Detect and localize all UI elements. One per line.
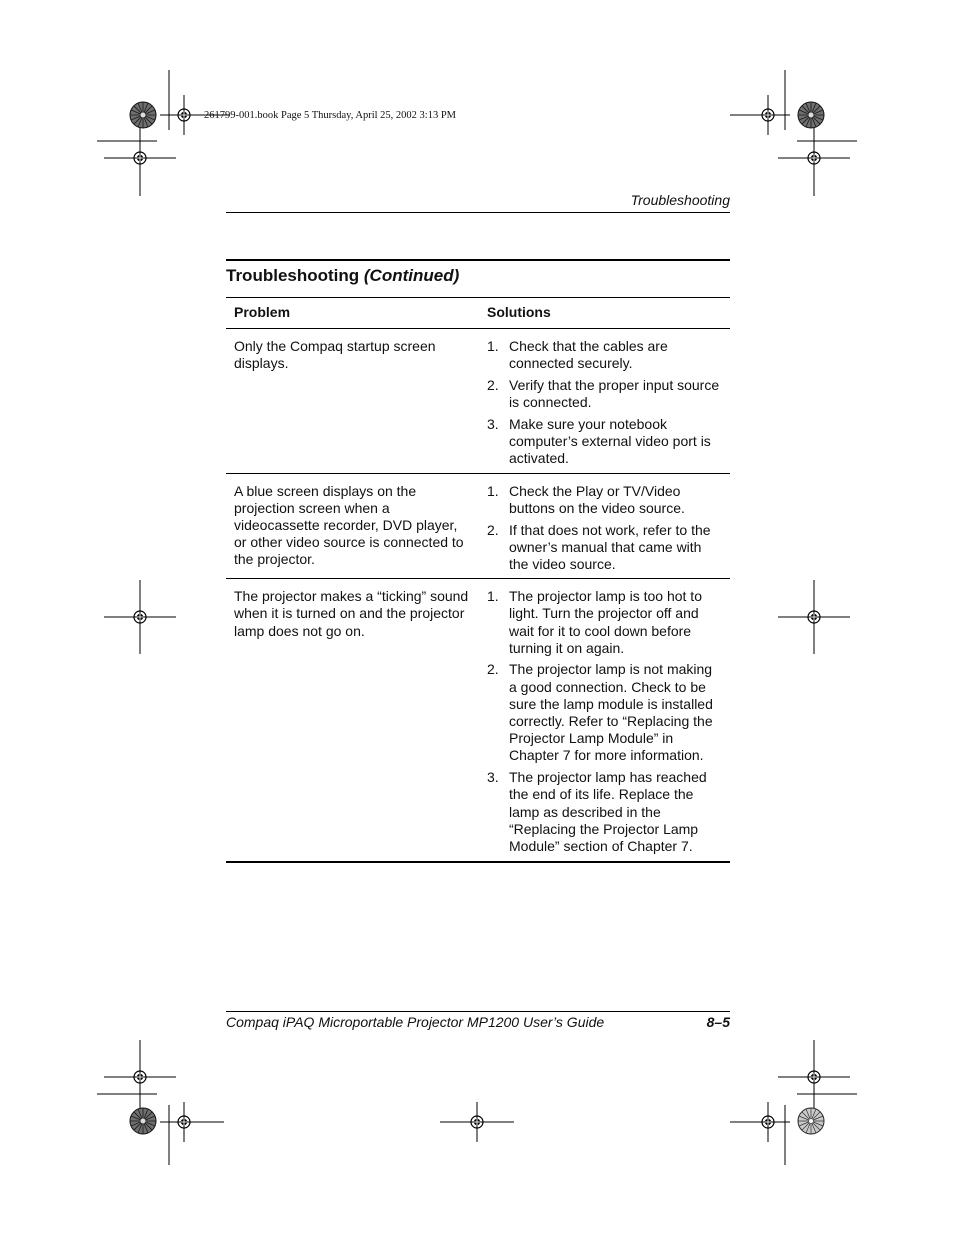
solutions-cell — [479, 329, 730, 473]
solution-item — [487, 769, 722, 855]
solution-number: 3. — [487, 769, 499, 786]
solutions-cell — [479, 579, 730, 863]
solution-text: Check that the cables are connected securely. — [509, 338, 668, 372]
solution-text: If that does not work, refer to the owner’s manual that came with the video source. — [509, 521, 711, 572]
registration-mark-icon — [176, 107, 192, 123]
star-target-icon — [798, 1108, 824, 1134]
solution-number: 1. — [487, 588, 499, 605]
solution-number: 1. — [487, 482, 499, 499]
solution-number: 2. — [487, 377, 499, 394]
registration-mark-icon — [760, 1114, 776, 1130]
solution-list — [487, 338, 722, 467]
section-rule — [226, 259, 730, 261]
registration-mark-icon — [806, 150, 822, 166]
problem-column-header: Problem — [226, 298, 479, 329]
page-number: 8–5 — [706, 1014, 730, 1030]
section-title — [226, 266, 459, 286]
table-header-row — [226, 298, 730, 329]
troubleshooting-table — [226, 297, 730, 863]
section-title-text: Troubleshooting — [226, 266, 360, 285]
table-row — [226, 473, 730, 579]
solution-number: 2. — [487, 661, 499, 678]
print-info: 261799-001.book Page 5 Thursday, April 25, 2002 3:13 PM — [204, 110, 456, 121]
registration-mark-icon — [760, 107, 776, 123]
solution-item — [487, 377, 722, 411]
solution-number: 1. — [487, 338, 499, 355]
table-row — [226, 329, 730, 473]
solution-number: 3. — [487, 416, 499, 433]
section-title-suffix: (Continued) — [363, 266, 460, 285]
solution-item — [487, 483, 722, 517]
star-target-icon — [798, 102, 824, 128]
registration-mark-icon — [806, 1069, 822, 1085]
solution-item — [487, 338, 722, 372]
solution-item — [487, 416, 722, 468]
solution-text: Make sure your notebook computer’s external video port is activated. — [509, 416, 711, 467]
solutions-column-header: Solutions — [479, 298, 730, 329]
table-row — [226, 579, 730, 863]
solution-number: 2. — [487, 521, 499, 538]
solution-list — [487, 483, 722, 574]
registration-mark-icon — [176, 1114, 192, 1130]
solution-text: Check the Play or TV/Video buttons on the video source. — [509, 482, 685, 516]
problem-cell: A blue screen displays on the projection screen when a videocassette recorder, DVD player, or other video source is connected to the projector. — [226, 473, 479, 579]
header-rule — [226, 212, 730, 213]
star-target-icon — [130, 1108, 156, 1134]
solution-item — [487, 588, 722, 657]
registration-mark-icon — [132, 609, 148, 625]
star-target-icon — [130, 102, 156, 128]
solution-item — [487, 522, 722, 574]
footer-rule — [226, 1011, 730, 1012]
solution-text: The projector lamp is not making a good connection. Check to be sure the lamp module is installed correctly. Refer to “Replacing the Projector Lamp Module” in Chapter 7 for more information. — [509, 661, 713, 764]
running-head: Troubleshooting — [630, 192, 730, 208]
problem-cell: The projector makes a “ticking” sound when it is turned on and the projector lamp does not go on. — [226, 579, 479, 863]
registration-mark-icon — [806, 609, 822, 625]
problem-cell: Only the Compaq startup screen displays. — [226, 329, 479, 473]
solution-list — [487, 588, 722, 855]
footer-title: Compaq iPAQ Microportable Projector MP1200 User’s Guide — [226, 1014, 605, 1030]
registration-mark-icon — [132, 1069, 148, 1085]
registration-mark-icon — [132, 150, 148, 166]
solution-text: Verify that the proper input source is connected. — [509, 377, 720, 411]
solution-text: The projector lamp has reached the end of its life. Replace the lamp as described in the “Replacing the Projector Lamp Module” section of Chapter 7. — [509, 769, 707, 854]
solution-text: The projector lamp is too hot to light. Turn the projector off and wait for it to cool down before turning it on again. — [509, 588, 702, 656]
solutions-cell — [479, 473, 730, 579]
solution-item — [487, 661, 722, 764]
registration-mark-icon — [469, 1114, 485, 1130]
